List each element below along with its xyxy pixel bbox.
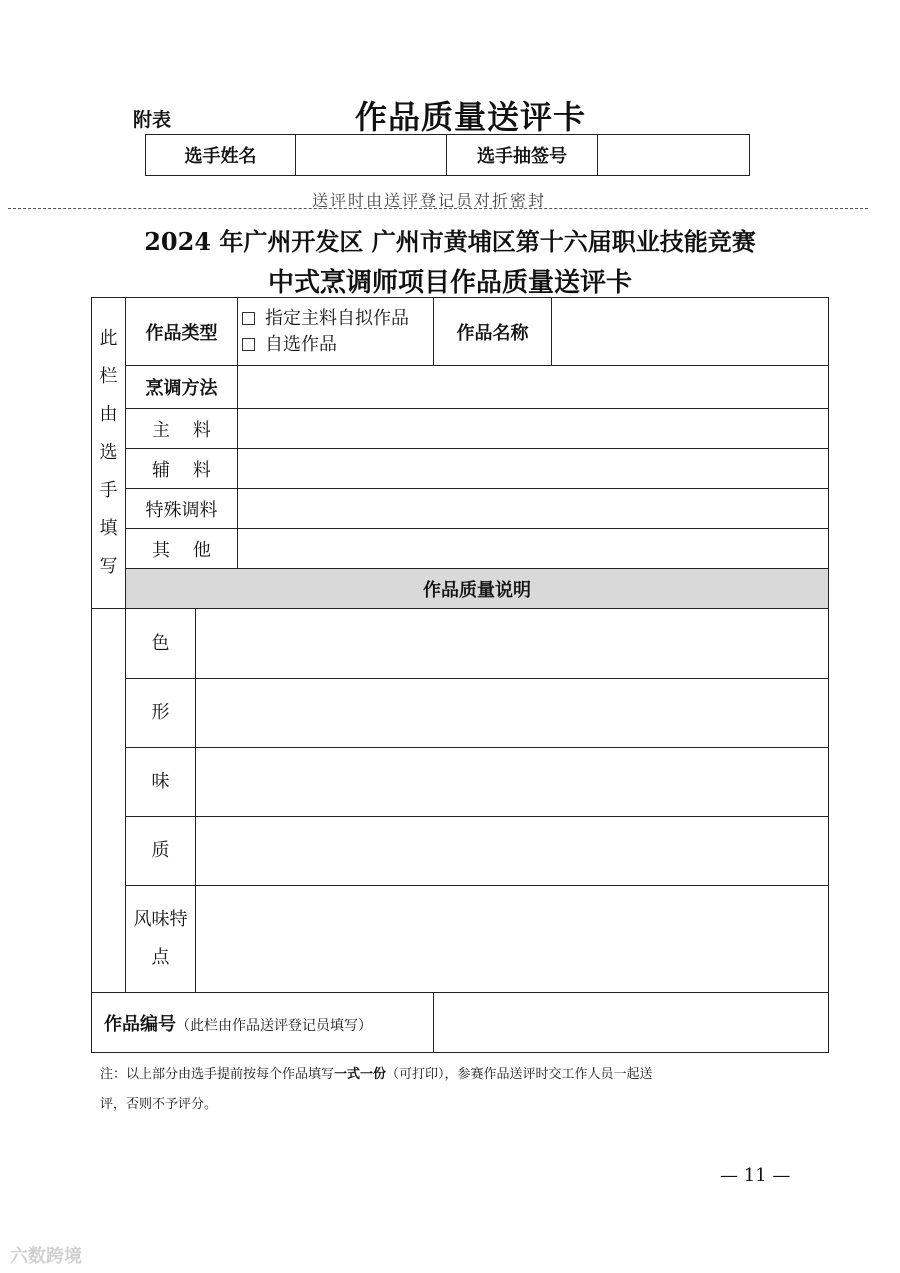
quality-flavor-label-line1: 风味特 <box>133 909 188 930</box>
dish-number-title: 作品编号 <box>104 1013 176 1035</box>
side-note-char: 选 <box>99 442 118 463</box>
cooking-method-field[interactable] <box>238 366 829 409</box>
quality-flavor-label <box>126 886 196 993</box>
special-seasoning-field[interactable] <box>238 489 829 529</box>
lot-number-label: 选手抽签号 <box>447 135 598 176</box>
auxiliary-ingredient-label: 辅 料 <box>126 449 238 489</box>
side-note <box>92 298 126 609</box>
side-note-char: 栏 <box>99 366 118 387</box>
dish-type-label: 作品类型 <box>126 298 238 366</box>
quality-flavor-field[interactable] <box>196 886 829 993</box>
auxiliary-ingredient-field[interactable] <box>238 449 829 489</box>
footnote-prefix: 注：以上部分由选手提前按每个作品填写 <box>100 1067 335 1082</box>
contestant-name-field[interactable] <box>296 135 447 176</box>
evaluation-form <box>91 297 829 1053</box>
quality-shape-label: 形 <box>126 679 196 748</box>
quality-texture-field[interactable] <box>196 817 829 886</box>
option-self-selected-label: 自选作品 <box>265 333 337 355</box>
fold-dashed-line <box>8 208 868 209</box>
option-designated[interactable] <box>242 309 433 329</box>
side-note-char: 由 <box>99 404 118 425</box>
quality-taste-label: 味 <box>126 748 196 817</box>
footnote-emphasis: 一式一份 <box>334 1067 387 1082</box>
quality-taste-field[interactable] <box>196 748 829 817</box>
lot-number-field[interactable] <box>598 135 750 176</box>
cooking-method-label: 烹调方法 <box>126 366 238 409</box>
special-seasoning-label: 特殊调料 <box>126 489 238 529</box>
dish-number-note: （此栏由作品送评登记员填写） <box>176 1017 372 1034</box>
quality-color-label: 色 <box>126 609 196 679</box>
side-note-char: 手 <box>99 480 118 501</box>
page-number: — 11 — <box>720 1165 791 1186</box>
card-title: 作品质量送评卡 <box>355 98 587 136</box>
side-note-char: 此 <box>99 328 118 349</box>
annex-label: 附表 <box>133 109 172 131</box>
quality-flavor-label-line2: 点 <box>151 947 170 968</box>
competition-heading: 2024 年广州开发区 广州市黄埔区第十六届职业技能竞赛 <box>144 227 756 256</box>
contestant-name-label: 选手姓名 <box>146 135 296 176</box>
watermark-logo: 六数跨境 <box>10 1246 82 1267</box>
footnote-suffix: （可打印），参赛作品送评时交工作人员一起送 <box>386 1067 653 1082</box>
checkbox-icon[interactable] <box>242 338 255 351</box>
other-label: 其 他 <box>126 529 238 569</box>
fold-seal-note: 送评时由送评登记员对折密封 <box>312 191 547 210</box>
contestant-table <box>145 134 750 176</box>
checkbox-icon[interactable] <box>242 312 255 325</box>
quality-color-field[interactable] <box>196 609 829 679</box>
dish-name-label: 作品名称 <box>434 298 552 366</box>
footnote <box>100 1060 800 1120</box>
side-note-char: 填 <box>99 518 118 539</box>
dish-number-field[interactable] <box>434 993 829 1053</box>
quality-texture-label: 质 <box>126 817 196 886</box>
option-self-selected[interactable] <box>242 335 433 355</box>
side-note-char: 写 <box>99 556 118 577</box>
side-note-continued <box>92 609 126 993</box>
main-ingredient-label: 主 料 <box>126 409 238 449</box>
dish-type-options <box>238 298 434 366</box>
option-designated-label: 指定主料自拟作品 <box>265 307 409 329</box>
other-field[interactable] <box>238 529 829 569</box>
footnote-line2: 评，否则不予评分。 <box>100 1097 218 1112</box>
quality-shape-field[interactable] <box>196 679 829 748</box>
dish-number-label <box>92 993 434 1053</box>
main-ingredient-field[interactable] <box>238 409 829 449</box>
quality-description-header: 作品质量说明 <box>126 569 829 609</box>
dish-name-field[interactable] <box>552 298 829 366</box>
form-heading: 中式烹调师项目作品质量送评卡 <box>267 268 632 298</box>
